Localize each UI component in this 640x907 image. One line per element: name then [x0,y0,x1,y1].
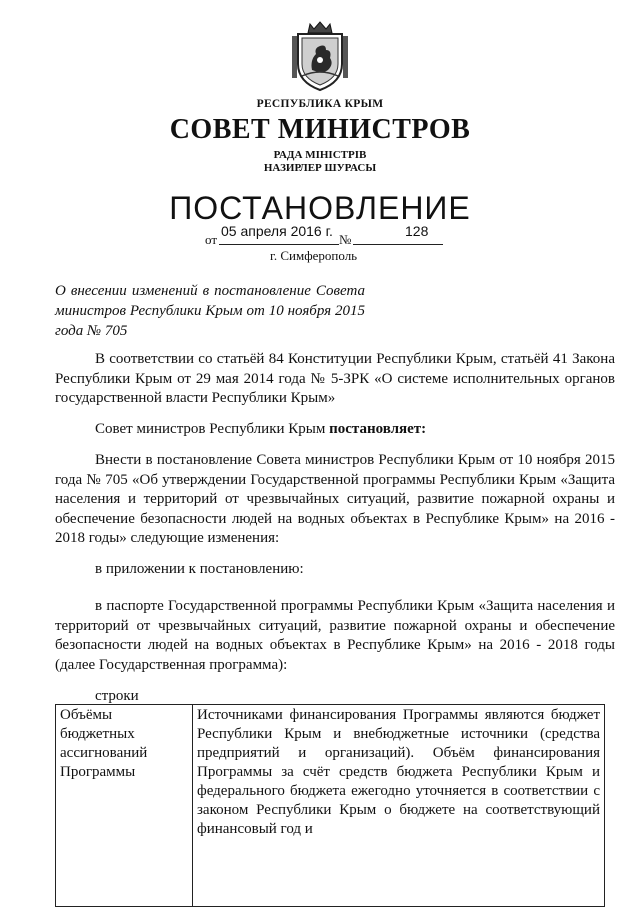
rows-label: строки [95,688,139,704]
decree-date: 05 апреля 2016 г. [221,223,333,239]
date-prefix: от [205,232,218,247]
cell-label-line: бюджетных [60,726,135,742]
legal-basis-paragraph: В соответствии со статьёй 84 Конституции Республики Крым, статьёй 41 Закона Республики Крым от 29 мая 2014 года № 5-ЗРК «О системе исполнительных органов государственной власти Республики Крым» [55,351,615,406]
table-cell-value: Источниками финансирования Программы являются бюджет Республики Крым и внебюджетные источники (средства предприятий и организаций). Объём финансирования Программы за счёт средств бюджета Республики Крым и федерального бюджета ежегодно уточняется в соответствии с законом Республики Крым о бюджете на соответствующий финансовый год и [193,705,605,907]
amendment-paragraph: Внести в постановление Совета министров Республики Крым от 10 ноября 2015 года № 705 «Об утверждении Государственной программы Республики Крым «Защита населения и территорий от чрезвычайных ситуаций, развитие пожарной охраны и обеспечение безопасности людей на водных объектах в Республике Крым» на 2016 - 2018 годы» следующие изменения: [55,452,615,546]
council-heading: СОВЕТ МИНИСТРОВ [169,114,471,145]
passport-paragraph: в паспорте Государственной программы Республики Крым «Защита населения и территорий от чрезвычайных ситуаций, развитие пожарной охраны и обеспечение безопасности людей на водных объектах в Республике Крым» на 2016 - 2018 годы (далее Государственная программа): [55,598,615,673]
decree-number: 128 [405,223,429,239]
cell-label-line: ассигнований [60,745,148,761]
republic-heading: РЕСПУБЛИКА КРЫМ [256,98,384,110]
resolves-text: Совет министров Республики Крым [95,421,330,437]
program-passport-table [55,704,605,907]
coat-of-arms-emblem [292,20,348,92]
issue-city: г. Симферополь [270,248,358,263]
decree-date-number-line [205,223,455,245]
annex-paragraph: в приложении к постановлению: [95,561,304,577]
council-heading-crimean-tatar: НАЗИРЛЕР ШУРАСЫ [263,162,377,174]
table-cell-label [56,705,193,907]
number-underline [353,244,443,245]
resolves-keyword: постановляет: [329,421,427,437]
resolves-paragraph [55,420,615,440]
cell-label-line: Объёмы [60,707,113,723]
number-sign: № [339,232,352,247]
date-underline [219,244,339,245]
document-type-title: ПОСТАНОВЛЕНИЕ [169,190,471,226]
council-heading-ukrainian: РАДА МІНІСТРІВ [273,149,367,161]
cell-label-line: Программы [60,764,136,780]
table-row [56,705,605,907]
decree-subject: О внесении изменений в постановление Совета министров Республики Крым от 10 ноября 2015 года № 705 [55,283,365,339]
